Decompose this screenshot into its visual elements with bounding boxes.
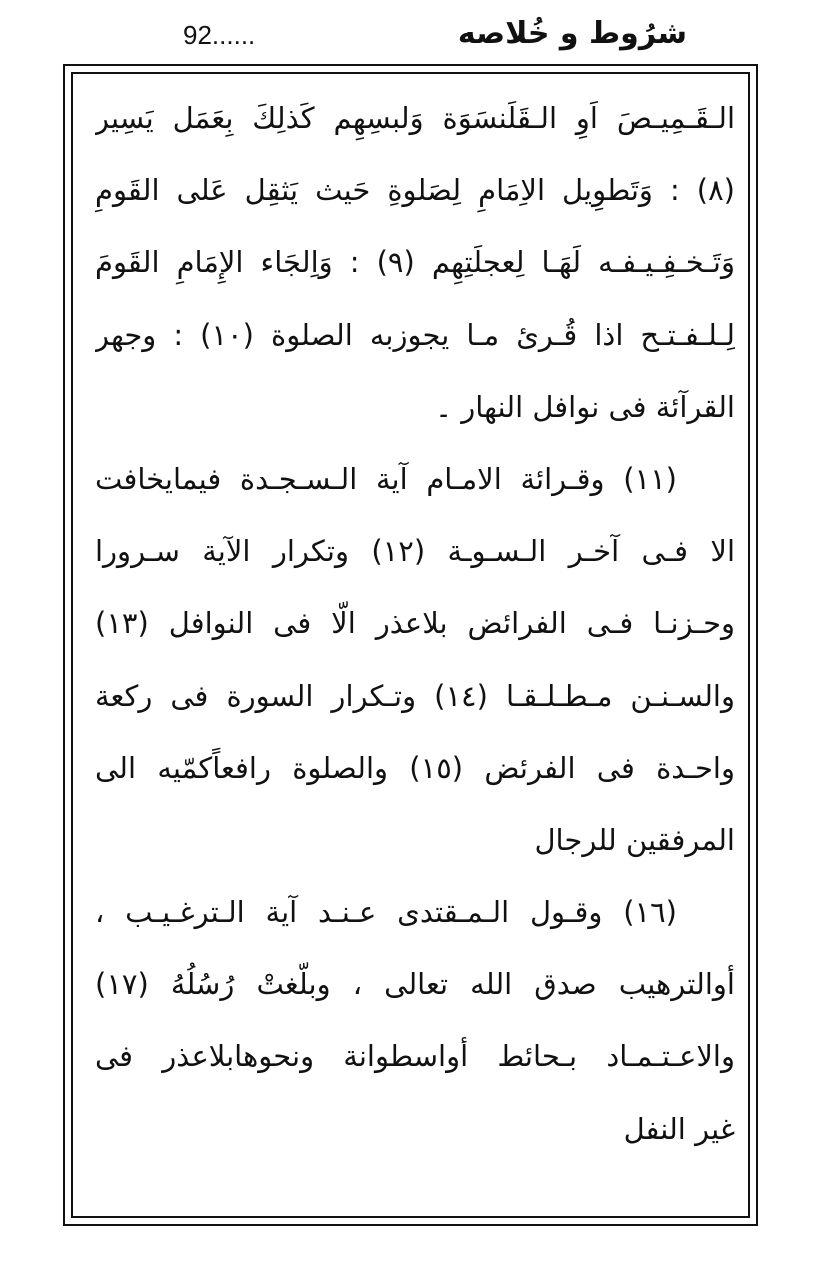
- text-line: والسـنـن مـطـلـقـا (١٤) وتـكرار السورة فى ركعة: [95, 678, 735, 713]
- text-line: الا فـى آخـر الـسـوـة (١٢) وتكرار الآية سـرورا: [95, 534, 735, 569]
- text-line: (١١) وقـرائة الامـام آية الـسـجـدة فيمايخافت: [95, 461, 677, 496]
- text-line: والاعـتـمـاد بـحائط أواسطوانة ونحوهابلاعذر فى: [95, 1039, 735, 1074]
- text-line: لِـلـفـتـح اذا قُـرئ مـا يجوزبه الصلوة (١٠) : وجهر: [95, 317, 735, 352]
- text-line: وَتَـخـفِـيـفـه لَهَـا لِعجلَتِهِم (٩) : وَاِلجَاء الإِمَامِ القَومَ: [95, 245, 735, 280]
- text-line: المرفقين للرجال: [534, 822, 735, 857]
- text-line: غير النفل: [623, 1111, 735, 1146]
- text-line: الـقَـمِيـصَ اَوِ الـقَلَنسَوَة وَلبسِهِم كَذلِكَ بِعَمَل يَسِير: [95, 101, 735, 135]
- page-number: [183, 20, 255, 51]
- text-line: أوالترهيب صدق الله تعالى ، وبلّغتْ رُسُلُهُ (١٧): [95, 967, 735, 1002]
- text-line: القرآئة فى نوافل النهار ۔: [435, 389, 735, 424]
- book-title: شرُوط و خُلاصه: [457, 16, 687, 51]
- text-line: (١٦) وقـول الـمـقتدى عـنـد آية الـترغـيـب ،: [95, 895, 677, 930]
- page-number-dots: ......: [211, 20, 256, 50]
- text-line: وحـزنـا فـى الفرائض بلاعذر الّا فى النوافل (١٣): [95, 606, 735, 641]
- text-line: واحـدة فى الفرئض (١٥) والصلوة رافعاًكمّيه الى: [95, 750, 735, 785]
- text-line: (٨) : وَتَطوِيل الاِمَامِ لِصَلوةِ حَيث يَثقِل عَلى القَومِ: [95, 173, 735, 208]
- text-body: [95, 82, 735, 1165]
- page-header: [0, 14, 825, 58]
- page-number-value: 92: [183, 20, 212, 50]
